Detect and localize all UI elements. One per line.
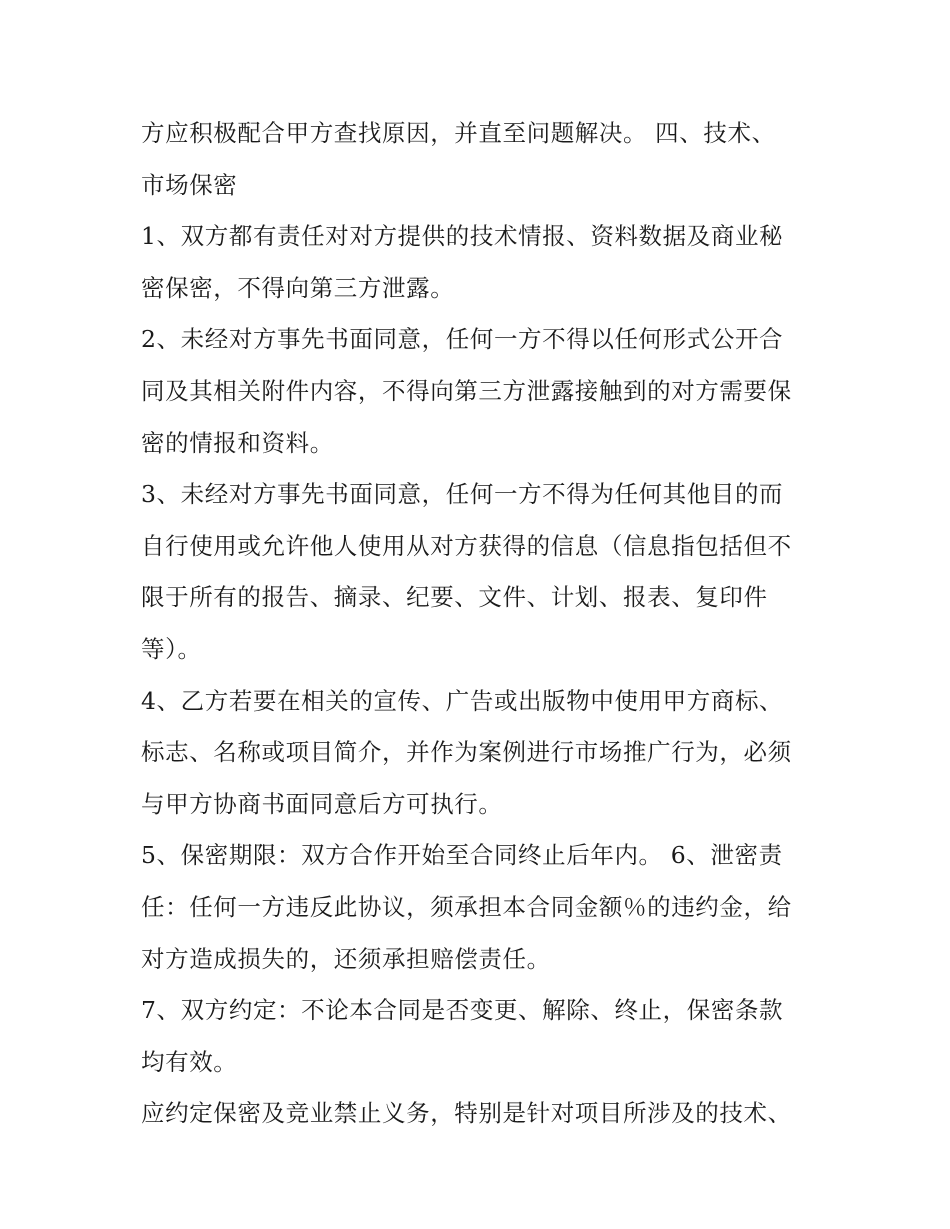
text-line: 等）。 xyxy=(141,634,202,663)
text-line: 应约定保密及竞业禁止义务，特别是针对项目所涉及的技术、 xyxy=(141,1099,792,1128)
text-line: 标志、名称或项目简介，并作为案例进行市场推广行为，必须 xyxy=(141,738,792,767)
text-line: 密的情报和资料。 xyxy=(141,428,334,457)
text-line: 同及其相关附件内容，不得向第三方泄露接触到的对方需要保 xyxy=(141,376,792,405)
text-line: 与甲方协商书面同意后方可执行。 xyxy=(141,789,503,818)
text-line: 3、未经对方事先书面同意，任何一方不得为任何其他目的而 xyxy=(141,480,784,509)
text-line: 均有效。 xyxy=(141,1047,238,1076)
text-line: 2、未经对方事先书面同意，任何一方不得以任何形式公开合 xyxy=(141,325,784,354)
text-line: 限于所有的报告、摘录、纪要、文件、计划、报表、复印件 xyxy=(141,583,768,612)
text-line: 对方造成损失的，还须承担赔偿责任。 xyxy=(141,944,551,973)
text-line: 密保密，不得向第三方泄露。 xyxy=(141,273,455,302)
text-line: 自行使用或允许他人使用从对方获得的信息（信息指包括但不 xyxy=(141,531,792,560)
document-body-text xyxy=(141,108,821,1140)
text-line: 5、保密期限：双方合作开始至合同终止后年内。 6、泄密责 xyxy=(141,841,783,870)
text-line: 7、双方约定：不论本合同是否变更、解除、终止，保密条款 xyxy=(141,996,784,1025)
text-line: 市场保密 xyxy=(141,170,238,199)
text-line: 1、双方都有责任对对方提供的技术情报、资料数据及商业秘 xyxy=(141,222,784,251)
text-line: 任：任何一方违反此协议，须承担本合同金额％的违约金，给 xyxy=(141,892,792,921)
text-line: 4、乙方若要在相关的宣传、广告或出版物中使用甲方商标、 xyxy=(141,686,784,715)
text-line: 方应积极配合甲方查找原因，并直至问题解决。 四、技术、 xyxy=(141,119,776,147)
